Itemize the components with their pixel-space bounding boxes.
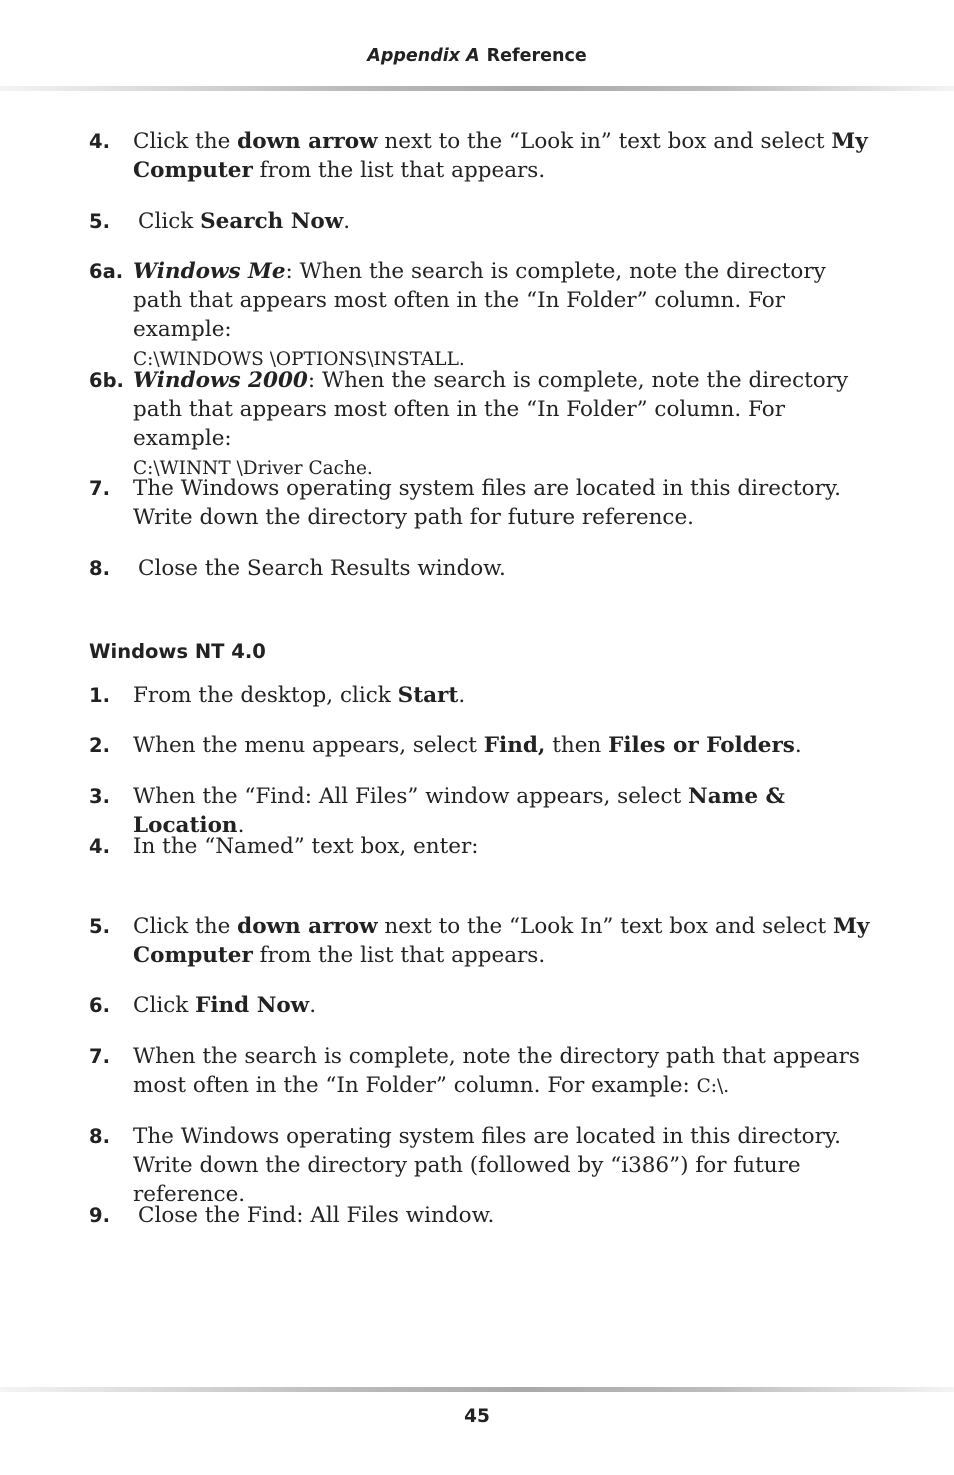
- step-text: The Windows operating system files are located in this directory. Write down the directory path for future reference.: [133, 476, 842, 530]
- step-number: 5.: [89, 915, 110, 938]
- step-text: The Windows operating system files are located in this directory. Write down the directory path (followed by “i386”) for future reference.: [133, 1124, 842, 1207]
- list-item: [89, 912, 879, 970]
- step-number: 3.: [89, 785, 110, 808]
- header-rule: [0, 86, 954, 91]
- step-text: Click Search Now.: [138, 209, 351, 234]
- step-text: When the search is complete, note the directory path that appears most often in the “In Folder” column. For example: C:\.: [133, 1044, 860, 1098]
- step-text: When the menu appears, select Find, then Files or Folders.: [133, 733, 802, 758]
- list-item: [89, 474, 879, 532]
- step-text: Click Find Now.: [133, 993, 317, 1018]
- step-text: When the “Find: All Files” window appears, select Name & Location.: [133, 784, 785, 838]
- step-text: From the desktop, click Start.: [133, 683, 466, 708]
- step-number: 5.: [89, 210, 110, 233]
- section-heading: Windows NT 4.0: [89, 640, 266, 663]
- list-item: [89, 991, 879, 1020]
- step-number: 6b.: [89, 369, 124, 392]
- list-item: [89, 207, 879, 236]
- step-number: 9.: [89, 1204, 110, 1227]
- page-header: [0, 46, 954, 66]
- header-appendix: Appendix A: [367, 46, 480, 66]
- step-number: 7.: [89, 1045, 110, 1068]
- step-number: 4.: [89, 835, 110, 858]
- list-item: [89, 554, 879, 583]
- list-item: [89, 366, 879, 483]
- list-item: [89, 127, 879, 185]
- step-text: Close the Find: All Files window.: [138, 1203, 495, 1228]
- directory-path: C:\.: [696, 1076, 730, 1097]
- step-number: 8.: [89, 1125, 110, 1148]
- step-text: Click the down arrow next to the “Look in” text box and select My Computer from the list that appears.: [133, 129, 868, 183]
- step-text: Windows Me: When the search is complete, note the directory path that appears most often in the “In Folder” column. For example: C:\WINDOWS \OPTIONS\INSTALL.: [133, 259, 826, 370]
- step-text: Windows 2000: When the search is complete, note the directory path that appears most often in the “In Folder” column. For example: C:\WINNT \Driver Cache.: [133, 368, 849, 479]
- list-item: [89, 1042, 879, 1101]
- step-number: 6.: [89, 994, 110, 1017]
- step-text: In the “Named” text box, enter:: [133, 834, 479, 859]
- list-item: [89, 731, 879, 760]
- directory-path: C:\WINDOWS \OPTIONS\INSTALL.: [133, 349, 465, 370]
- list-item: [89, 832, 879, 861]
- step-number: 7.: [89, 477, 110, 500]
- step-text: Close the Search Results window.: [138, 556, 506, 581]
- directory-path: C:\WINNT \Driver Cache.: [133, 458, 373, 479]
- step-number: 8.: [89, 557, 110, 580]
- step-text: Click the down arrow next to the “Look In” text box and select My Computer from the list that appears.: [133, 914, 870, 968]
- step-number: 4.: [89, 130, 110, 153]
- list-item: [89, 1201, 879, 1230]
- list-item: [89, 257, 879, 374]
- page-number: 45: [464, 1406, 490, 1427]
- list-item: [89, 681, 879, 710]
- step-number: 1.: [89, 684, 110, 707]
- step-number: 2.: [89, 734, 110, 757]
- list-item: [89, 1122, 879, 1209]
- header-title: Reference: [486, 46, 587, 66]
- step-number: 6a.: [89, 260, 124, 283]
- footer-rule: [0, 1387, 954, 1392]
